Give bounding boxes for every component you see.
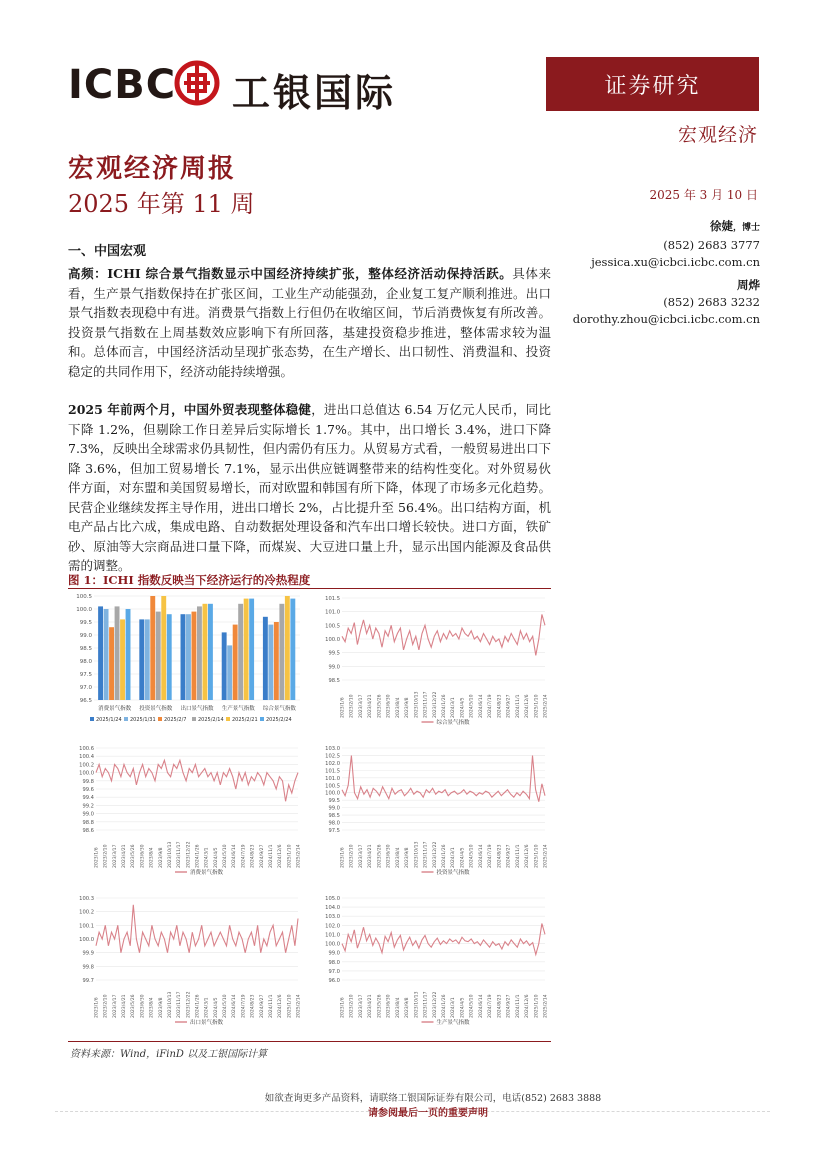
y-tick-label: 101.0 bbox=[325, 932, 340, 939]
x-tick-label: 2024/5/10 bbox=[469, 844, 475, 869]
y-tick-label: 99.7 bbox=[82, 978, 94, 984]
line-chart bbox=[325, 896, 548, 1026]
logo-wordmark: ICBC bbox=[68, 62, 177, 108]
x-tick-label: 2023/1/6 bbox=[340, 997, 346, 1018]
x-tick-label: 2024/11/1 bbox=[515, 694, 521, 718]
y-tick-label: 100.0 bbox=[325, 637, 340, 643]
y-tick-label: 100.6 bbox=[79, 746, 94, 752]
figure-bottom-rule bbox=[68, 1041, 551, 1042]
report-date: 2025 年 3 月 10 日 bbox=[649, 188, 758, 202]
x-tick-label: 2024/8/23 bbox=[250, 844, 256, 869]
y-tick-label: 99.0 bbox=[82, 811, 94, 818]
subcategory-label: 宏观经济 bbox=[677, 124, 758, 146]
y-tick-label: 102.0 bbox=[325, 923, 340, 930]
x-tick-label: 2023/1/6 bbox=[94, 997, 100, 1018]
x-tick-label: 2023/10/13 bbox=[414, 691, 420, 718]
author-block bbox=[573, 277, 760, 328]
x-tick-label: 2023/11/17 bbox=[423, 841, 429, 868]
report-issue: 2025 年第 11 周 bbox=[68, 190, 255, 218]
x-tick-label: 2024/3/1 bbox=[204, 997, 210, 1019]
y-tick-label: 100.2 bbox=[79, 762, 94, 769]
y-tick-label: 99.9 bbox=[82, 950, 94, 957]
author-phone: (852) 2683 3232 bbox=[663, 295, 760, 309]
y-tick-label: 100.5 bbox=[325, 783, 340, 790]
y-tick-label: 97.5 bbox=[328, 828, 340, 834]
y-tick-label: 98.5 bbox=[79, 646, 92, 652]
x-tick-label: 2023/12/22 bbox=[432, 991, 438, 1019]
x-tick-label: 2023/3/17 bbox=[112, 994, 118, 1019]
bar bbox=[104, 609, 109, 700]
x-tick-label: 2023/9/8 bbox=[405, 997, 411, 1019]
paragraph-lead: 高频：ICHI 综合景气指数显示中国经济持续扩张，整体经济活动保持活跃。 bbox=[68, 266, 513, 281]
bar-chart bbox=[76, 594, 300, 723]
figure-top-rule bbox=[68, 588, 551, 589]
paragraph-text: ，进出口总值达 6.54 万亿元人民币，同比下降 1.2%，但剔除工作日差异后实际增长 1.7%。其中，出口增长 3.4%，进口下降 7.3%，反映出全球需求仍具韧性，但内需仍有压力。从贸易方式看，一般贸易进出口下降 3.6%，但加工贸易增长 7.1%，显示出供应链调整带来的结构性变化。对外贸易伙伴方面，对东盟和美国贸易增长，而对欧盟和韩国有所下降，体现了市场多元化趋势。民营企业继续发挥主导作用，进出口增长 2%，占比提升至 56.4%。出口结构方面，机电产品占比六成，集成电路、自动数据处理设备和汽车出口增长较快。进口方面，铁矿砂、原油等大宗商品进口量下降，而煤炭、大豆进口量上升，显示出国内能源及食品供需的调整。 bbox=[68, 402, 551, 573]
y-tick-label: 98.5 bbox=[328, 813, 340, 820]
y-tick-label: 105.0 bbox=[325, 896, 340, 902]
y-tick-label: 98.5 bbox=[328, 678, 340, 684]
legend-label: 2025/2/7 bbox=[164, 717, 187, 723]
x-tick-label: 2023/1/6 bbox=[340, 697, 346, 718]
legend-label: 综合景气指数 bbox=[436, 720, 470, 726]
x-tick-label: 2024/9/27 bbox=[506, 994, 512, 1019]
x-tick-label: 2024/5/10 bbox=[469, 994, 475, 1019]
y-tick-label: 98.0 bbox=[328, 820, 340, 827]
paragraph-trade bbox=[68, 400, 551, 576]
x-tick-label: 2023/6/30 bbox=[140, 994, 146, 1018]
x-tick-label: 2024/12/6 bbox=[278, 844, 284, 868]
x-tick-label: 2024/9/27 bbox=[506, 844, 512, 869]
x-tick-label: 2023/12/22 bbox=[186, 991, 192, 1018]
bar bbox=[274, 622, 279, 700]
y-tick-label: 101.5 bbox=[325, 768, 340, 775]
x-tick-label: 2023/2/10 bbox=[349, 844, 355, 868]
y-tick-label: 103.0 bbox=[325, 746, 340, 752]
series-line bbox=[96, 905, 298, 953]
x-tick-label: 生产景气指数 bbox=[221, 706, 255, 712]
x-tick-label: 2023/8/4 bbox=[149, 997, 155, 1019]
paragraph-high-frequency bbox=[68, 264, 551, 381]
x-tick-label: 2023/2/10 bbox=[103, 844, 109, 869]
y-tick-label: 101.0 bbox=[325, 775, 340, 782]
legend-swatch bbox=[226, 717, 230, 721]
x-tick-label: 2023/11/17 bbox=[177, 991, 183, 1018]
y-tick-label: 101.5 bbox=[325, 596, 340, 602]
x-tick-label: 2023/8/4 bbox=[149, 847, 155, 869]
x-tick-label: 2024/3/1 bbox=[451, 697, 457, 718]
x-tick-label: 2023/5/26 bbox=[377, 694, 383, 718]
x-tick-label: 2024/8/23 bbox=[497, 844, 503, 869]
x-tick-label: 2023/12/22 bbox=[432, 691, 438, 719]
x-tick-label: 2023/10/13 bbox=[414, 841, 420, 868]
bar bbox=[139, 619, 144, 700]
x-tick-label: 2024/1/26 bbox=[195, 994, 201, 1018]
x-tick-label: 2024/6/14 bbox=[478, 994, 484, 1018]
x-tick-label: 2024/4/5 bbox=[460, 847, 466, 869]
x-tick-label: 2023/4/21 bbox=[368, 844, 374, 869]
line-chart bbox=[325, 746, 548, 876]
bar bbox=[145, 619, 150, 700]
y-tick-label: 104.0 bbox=[325, 905, 340, 912]
x-tick-label: 2023/6/30 bbox=[140, 844, 146, 868]
x-tick-label: 2023/9/8 bbox=[158, 997, 164, 1019]
x-tick-label: 2024/11/1 bbox=[515, 994, 521, 1018]
bar bbox=[279, 604, 284, 700]
bar bbox=[120, 619, 125, 700]
x-tick-label: 2025/2/14 bbox=[296, 994, 302, 1018]
bar bbox=[227, 645, 232, 700]
x-tick-label: 2023/12/22 bbox=[186, 841, 192, 868]
x-tick-label: 2024/7/19 bbox=[241, 994, 247, 1018]
x-tick-label: 2023/3/17 bbox=[359, 844, 364, 869]
x-tick-label: 2023/11/17 bbox=[423, 991, 429, 1018]
x-tick-label: 2024/9/27 bbox=[506, 694, 512, 719]
y-tick-label: 99.0 bbox=[79, 633, 92, 639]
x-tick-label: 2024/11/1 bbox=[515, 844, 521, 868]
x-tick-label: 2023/3/17 bbox=[359, 994, 364, 1019]
bar bbox=[238, 604, 243, 700]
x-tick-label: 2024/8/23 bbox=[497, 994, 503, 1019]
y-tick-label: 100.0 bbox=[76, 607, 92, 613]
x-tick-label: 2023/3/17 bbox=[359, 694, 364, 719]
legend-label: 2025/2/24 bbox=[266, 717, 292, 723]
author-block bbox=[591, 218, 760, 271]
y-tick-label: 100.0 bbox=[325, 941, 340, 948]
y-tick-label: 102.5 bbox=[325, 753, 340, 760]
author-email[interactable]: dorothy.zhou@icbci.icbc.com.cn bbox=[572, 312, 760, 326]
x-tick-label: 2023/4/21 bbox=[122, 844, 127, 868]
x-tick-label: 2024/4/5 bbox=[460, 697, 466, 719]
bar bbox=[197, 606, 202, 700]
bar bbox=[249, 599, 254, 700]
y-tick-label: 96.0 bbox=[328, 978, 340, 984]
x-tick-label: 2023/9/8 bbox=[405, 697, 411, 719]
figure-caption: 图 1：ICHI 指数反映当下经济运行的冷热程度 bbox=[68, 573, 311, 587]
figure-source: 资料来源：Wind，iFinD 以及工银国际计算 bbox=[70, 1049, 268, 1060]
x-tick-label: 2025/1/10 bbox=[287, 844, 293, 868]
paragraph-lead: 2025 年前两个月，中国外贸表现整体稳健 bbox=[68, 402, 312, 417]
x-tick-label: 消费景气指数 bbox=[98, 706, 132, 712]
bar bbox=[109, 627, 114, 700]
legend-swatch bbox=[158, 717, 162, 721]
x-tick-label: 2024/12/6 bbox=[525, 694, 530, 718]
x-tick-label: 2024/1/26 bbox=[442, 994, 447, 1018]
x-tick-label: 2024/3/1 bbox=[451, 847, 457, 868]
y-tick-label: 100.2 bbox=[79, 909, 94, 916]
x-tick-label: 2023/5/26 bbox=[377, 994, 383, 1018]
y-tick-label: 100.5 bbox=[325, 623, 340, 630]
y-tick-label: 97.0 bbox=[328, 968, 340, 975]
series-line bbox=[342, 756, 545, 802]
x-tick-label: 2024/4/5 bbox=[213, 847, 219, 869]
bar bbox=[233, 625, 238, 700]
x-tick-label: 2023/6/30 bbox=[386, 994, 392, 1018]
x-tick-label: 2023/6/30 bbox=[386, 844, 392, 868]
y-tick-label: 98.6 bbox=[82, 828, 94, 834]
y-tick-label: 100.0 bbox=[325, 790, 340, 797]
y-tick-label: 99.0 bbox=[328, 950, 340, 957]
x-tick-label: 2023/6/30 bbox=[386, 694, 392, 718]
bar bbox=[222, 632, 227, 700]
legend-label: 2025/1/31 bbox=[130, 717, 156, 723]
legend-label: 出口景气指数 bbox=[190, 1020, 224, 1026]
x-tick-label: 2023/4/21 bbox=[368, 694, 374, 719]
bar bbox=[181, 614, 186, 700]
bar bbox=[202, 604, 207, 700]
legend-swatch bbox=[124, 717, 128, 721]
x-tick-label: 2024/1/26 bbox=[195, 844, 201, 868]
y-tick-label: 100.5 bbox=[76, 594, 92, 600]
x-tick-label: 2024/4/5 bbox=[460, 997, 466, 1019]
bar bbox=[150, 596, 155, 700]
legend-swatch bbox=[260, 717, 264, 721]
x-tick-label: 2023/11/17 bbox=[177, 841, 183, 868]
footer-disclaimer-note: 请参阅最后一页的重要声明 bbox=[368, 1108, 488, 1119]
x-tick-label: 2023/3/17 bbox=[112, 844, 118, 869]
x-tick-label: 2024/4/5 bbox=[213, 997, 219, 1019]
bar bbox=[192, 612, 197, 700]
y-tick-label: 99.8 bbox=[82, 778, 94, 785]
author-name: 徐婕 bbox=[709, 219, 733, 233]
bar bbox=[156, 612, 161, 700]
bar bbox=[115, 606, 120, 700]
x-tick-label: 2024/7/19 bbox=[488, 694, 494, 718]
x-tick-label: 2024/6/14 bbox=[232, 844, 238, 868]
x-tick-label: 2023/9/8 bbox=[405, 847, 411, 869]
x-tick-label: 2024/8/23 bbox=[497, 694, 503, 719]
x-tick-label: 2024/8/23 bbox=[250, 994, 256, 1019]
y-tick-label: 100.4 bbox=[79, 754, 94, 761]
x-tick-label: 出口景气指数 bbox=[180, 706, 214, 712]
x-tick-label: 2023/2/10 bbox=[103, 994, 109, 1019]
bar bbox=[98, 606, 103, 700]
y-tick-label: 99.2 bbox=[82, 803, 94, 810]
y-tick-label: 100.0 bbox=[79, 770, 94, 777]
category-tag bbox=[546, 57, 759, 111]
x-tick-label: 2025/1/10 bbox=[534, 844, 540, 869]
author-name: 周烨 bbox=[737, 278, 760, 292]
x-tick-label: 2023/4/21 bbox=[122, 994, 127, 1018]
x-tick-label: 2024/3/1 bbox=[451, 997, 457, 1018]
x-tick-label: 2023/11/17 bbox=[423, 691, 429, 718]
section-heading: 一、中国宏观 bbox=[68, 244, 147, 259]
x-tick-label: 2025/2/14 bbox=[543, 994, 549, 1018]
y-tick-label: 101.0 bbox=[325, 609, 340, 616]
x-tick-label: 2024/11/1 bbox=[269, 994, 274, 1019]
x-tick-label: 2024/11/1 bbox=[269, 844, 274, 869]
y-tick-label: 100.1 bbox=[79, 923, 94, 930]
figure-charts bbox=[68, 590, 551, 1040]
x-tick-label: 2024/5/10 bbox=[223, 994, 228, 1018]
x-tick-label: 2023/5/26 bbox=[377, 844, 383, 868]
y-tick-label: 99.5 bbox=[79, 620, 92, 626]
legend-label: 2025/1/24 bbox=[96, 717, 122, 723]
x-tick-label: 2024/12/6 bbox=[525, 994, 530, 1018]
y-tick-label: 100.3 bbox=[79, 896, 94, 902]
series-line bbox=[342, 614, 545, 655]
legend-label: 消费景气指数 bbox=[190, 870, 224, 876]
y-tick-label: 99.0 bbox=[328, 664, 340, 671]
y-tick-label: 99.8 bbox=[82, 964, 94, 971]
x-tick-label: 2024/6/14 bbox=[232, 994, 238, 1018]
x-tick-label: 2024/1/26 bbox=[442, 694, 447, 718]
x-tick-label: 2024/1/26 bbox=[442, 844, 447, 868]
bar bbox=[285, 596, 290, 700]
legend-label: 2025/2/21 bbox=[232, 717, 258, 723]
category-tag-label: 证券研究 bbox=[604, 73, 701, 99]
x-tick-label: 2024/7/19 bbox=[488, 844, 494, 868]
line-chart bbox=[325, 596, 548, 726]
x-tick-label: 2024/7/19 bbox=[241, 844, 247, 868]
y-tick-label: 96.5 bbox=[79, 698, 92, 704]
x-tick-label: 投资景气指数 bbox=[139, 706, 173, 712]
x-tick-label: 2023/4/21 bbox=[368, 994, 374, 1019]
icbc-seal-icon bbox=[174, 60, 220, 106]
bar bbox=[161, 596, 166, 700]
x-tick-label: 2023/8/4 bbox=[395, 697, 401, 719]
x-tick-label: 2024/6/14 bbox=[478, 694, 484, 718]
x-tick-label: 2023/8/4 bbox=[395, 847, 401, 869]
x-tick-label: 2025/1/10 bbox=[287, 994, 293, 1018]
bar bbox=[263, 617, 268, 700]
line-chart bbox=[79, 746, 301, 876]
x-tick-label: 2023/1/6 bbox=[94, 847, 100, 868]
y-tick-label: 102.0 bbox=[325, 760, 340, 767]
x-tick-label: 2023/12/22 bbox=[432, 841, 438, 869]
x-tick-label: 2023/9/8 bbox=[158, 847, 164, 869]
x-tick-label: 2024/12/6 bbox=[525, 844, 530, 868]
bar bbox=[186, 614, 191, 700]
x-tick-label: 2024/9/27 bbox=[259, 844, 265, 869]
y-tick-label: 99.4 bbox=[82, 795, 94, 802]
author-title: ，博士 bbox=[732, 223, 760, 233]
bar bbox=[268, 625, 273, 700]
y-tick-label: 98.0 bbox=[328, 959, 340, 966]
y-tick-label: 99.5 bbox=[328, 650, 340, 657]
x-tick-label: 2023/1/6 bbox=[340, 847, 346, 868]
x-tick-label: 综合景气指数 bbox=[262, 706, 296, 712]
x-tick-label: 2023/8/4 bbox=[395, 997, 401, 1019]
x-tick-label: 2025/1/10 bbox=[534, 994, 540, 1019]
author-phone: (852) 2683 3777 bbox=[663, 238, 760, 252]
x-tick-label: 2025/2/14 bbox=[543, 694, 549, 718]
x-tick-label: 2023/5/26 bbox=[131, 844, 137, 868]
x-tick-label: 2023/10/13 bbox=[168, 841, 173, 869]
line-chart bbox=[79, 896, 301, 1026]
x-tick-label: 2024/9/27 bbox=[259, 994, 265, 1019]
x-tick-label: 2023/2/10 bbox=[349, 994, 355, 1018]
x-tick-label: 2024/7/19 bbox=[488, 994, 494, 1018]
legend-label: 生产景气指数 bbox=[436, 1020, 470, 1026]
x-tick-label: 2023/10/13 bbox=[168, 991, 173, 1019]
x-tick-label: 2023/10/13 bbox=[414, 991, 420, 1018]
bar bbox=[167, 614, 172, 700]
legend-label: 投资景气指数 bbox=[436, 870, 470, 876]
bar bbox=[244, 599, 249, 700]
x-tick-label: 2023/5/26 bbox=[131, 994, 137, 1018]
y-tick-label: 100.0 bbox=[79, 937, 94, 943]
bar bbox=[126, 609, 131, 700]
x-tick-label: 2023/2/10 bbox=[349, 694, 355, 718]
bar bbox=[290, 599, 295, 700]
x-tick-label: 2025/2/14 bbox=[296, 844, 302, 868]
y-tick-label: 98.0 bbox=[79, 659, 92, 665]
x-tick-label: 2024/12/6 bbox=[278, 994, 284, 1018]
x-tick-label: 2024/5/10 bbox=[223, 844, 228, 868]
legend-swatch bbox=[192, 717, 196, 721]
y-tick-label: 99.5 bbox=[328, 798, 340, 805]
report-title: 宏观经济周报 bbox=[68, 154, 237, 184]
x-tick-label: 2024/3/1 bbox=[204, 847, 210, 869]
bar bbox=[208, 604, 213, 700]
y-tick-label: 98.8 bbox=[82, 819, 94, 826]
y-tick-label: 99.6 bbox=[82, 787, 94, 793]
logo-chinese: 工银国际 bbox=[232, 71, 397, 115]
y-tick-label: 97.0 bbox=[79, 685, 92, 691]
footer-contact: 如欲查询更多产品资料，请联络工银国际证券有限公司，电话(852) 2683 3888 bbox=[264, 1093, 602, 1104]
x-tick-label: 2024/5/10 bbox=[469, 694, 475, 719]
legend-label: 2025/2/14 bbox=[198, 717, 224, 723]
author-email[interactable]: jessica.xu@icbci.icbc.com.cn bbox=[591, 255, 760, 269]
x-tick-label: 2024/6/14 bbox=[478, 844, 484, 868]
y-tick-label: 103.0 bbox=[325, 914, 340, 921]
y-tick-label: 97.5 bbox=[79, 672, 92, 678]
x-tick-label: 2025/1/10 bbox=[534, 694, 540, 719]
series-line bbox=[342, 924, 545, 955]
paragraph-text: 具体来看，生产景气指数保持在扩张区间，工业生产动能强劲，企业复工复产顺利推进。出口景气指数表现稳中有进。消费景气指数上行但仍在收缩区间，节后消费恢复有所改善。投资景气指数在上周基数效应影响下有所回落，基建投资稳步推进，整体需求较为温和。总体而言，中国经济活动呈现扩张态势，在生产增长、出口韧性、消费温和、投资稳定的共同作用下，经济动能持续增强。 bbox=[68, 266, 551, 379]
legend-swatch bbox=[90, 717, 94, 721]
x-tick-label: 2025/2/14 bbox=[543, 844, 549, 868]
y-tick-label: 99.0 bbox=[328, 805, 340, 812]
